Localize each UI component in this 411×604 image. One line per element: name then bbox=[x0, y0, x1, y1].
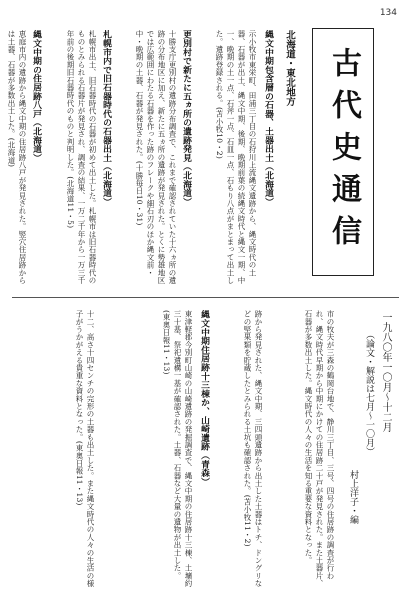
issue-sub-range: （論文・解説は七月〜一〇月） bbox=[364, 330, 374, 456]
horizontal-divider bbox=[12, 297, 399, 298]
issue-author: 村上洋子・編 bbox=[348, 470, 358, 524]
article-heading-4: 縄文中期の住居跡八戸（北海道） bbox=[31, 30, 41, 162]
bottom-body-4: 十二、高さ十四センチの完形の土器も出土した。また縄文時代の人々の生活の様子がうかがえる貴重な資料となった。(東奥日報11・13) bbox=[75, 310, 95, 588]
article-body-4: 恵庭市内の遺跡から縄文中期の住居跡八戸が発見された。竪穴住居跡からは土器、石器が多数出土した。(北海道) bbox=[7, 30, 27, 285]
article-heading-1: 縄文中期包含層の石器、土器出土（北海道） bbox=[263, 30, 273, 206]
article-heading-3: 札幌市内で旧石器時代の石器出土（北海道） bbox=[101, 30, 111, 206]
article-heading-2: 更別村で新たに五ヵ所の遺跡発見（北海道） bbox=[181, 30, 191, 206]
article-body-3: 札幌市出土、旧石器時代の石器が初めて出土した。札幌市は旧石器時代のものとみられる石器片が発見され、調査の結果、一万二千年から一万三千年前の後期旧石器時代のものと判明した。(北海道11・5) bbox=[66, 30, 97, 285]
page-number: 134 bbox=[379, 8, 397, 18]
bottom-body-3: 東津軽郡今別町山崎の山崎遺跡の発掘調査で、縄文中期の住居跡十三棟、土壙約三十基、祭祀遺構一基が確認された。土器、石器など大量の遺物が出土した。(東奥日報11・13) bbox=[162, 310, 193, 588]
bottom-heading-3: 縄文中期住居跡十三棟か、山崎遺跡（青森） bbox=[199, 310, 209, 486]
journal-title: 古代史通信 bbox=[326, 47, 361, 257]
article-body-1: 示小牧市東栄町、田浦三丁目の石狩川上流縄文遺跡から、縄文時代の土器、石器が出土、縄文中期、後期、晩期前葉の続縄文時代と縄文一期、中一、晩期の土一点、石斧一点、石皿一点、石もり八点がまとまって出土した。遺跡登録される。(苫小牧10・2) bbox=[215, 30, 257, 285]
bottom-body-2: 跡から発見された、縄文中期、三四頭遺跡から出土した土器はトチ、ドングリなどの堅果類を貯蔵したとみられる土坑も確認された。(苫小牧11・2) bbox=[243, 310, 263, 588]
journal-title-box bbox=[312, 28, 374, 276]
issue-date-range: 一九八〇年一〇月〜十二月 bbox=[380, 312, 391, 432]
bottom-body-1: 市の牧夫が三森の鶴岡台地で、静川三丁目、三号、四号の住居跡の調査が行われ、縄文時代早期から中期にかけての住居跡二十戸が発見された。また土器片、石器が多数出土した。縄文時代の人々の生活を知る重要な資料となった。 bbox=[304, 310, 335, 588]
region-heading: 北海道・東北地方 bbox=[284, 30, 295, 106]
article-body-2: 十勝支庁更別村の遺跡分布調査で、これまで確認されていた十六ヵ所の遺跡の分布地区に加え、新たに五ヵ所の遺跡が発見された。とくに勢雄地区では広範囲にわたる石器を作った跡のフレークや細石刃のほか縄文前・中・晩期の土器、石器が発見された。(十勝毎日10・31) bbox=[135, 30, 177, 285]
